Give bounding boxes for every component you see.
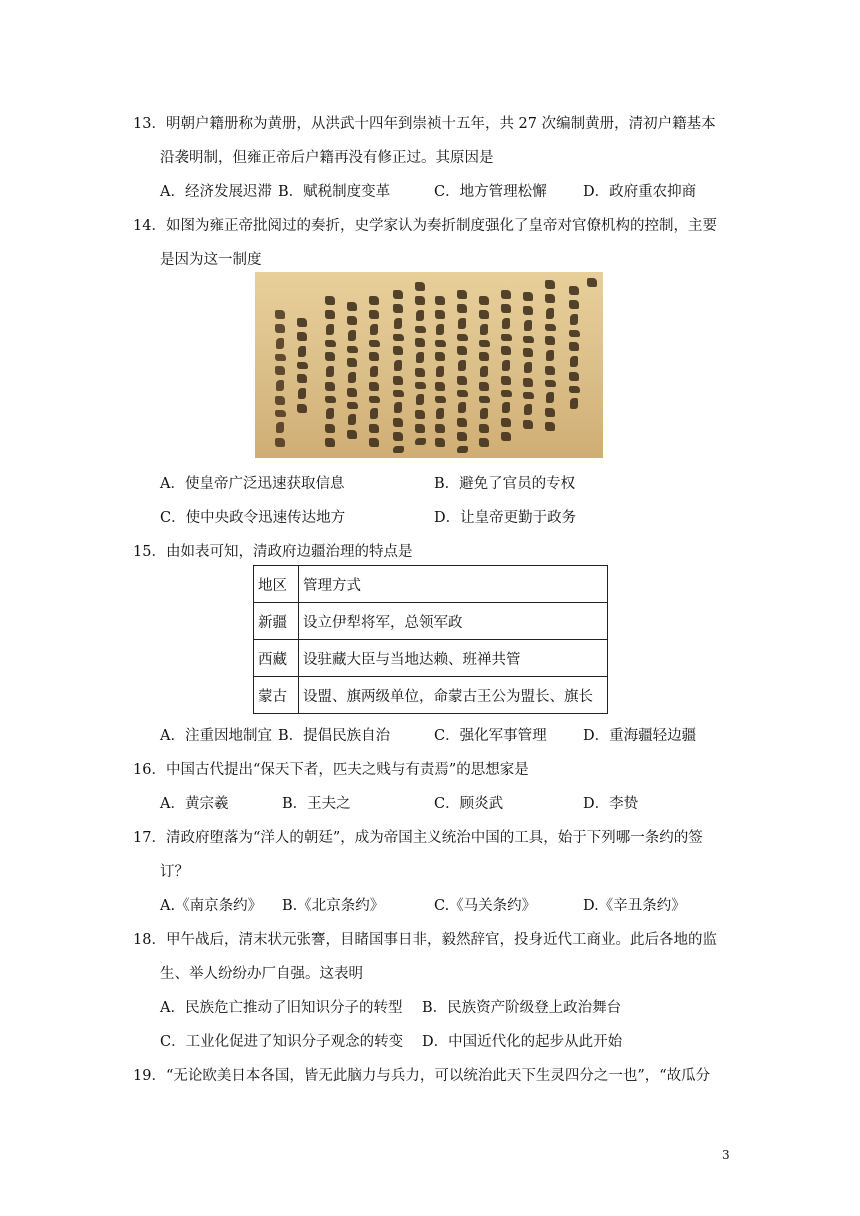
table-header-row xyxy=(254,566,608,603)
table-cell-method: 设驻藏大臣与当地达赖、班禅共管 xyxy=(299,640,608,677)
q19-stem-line1: 19．“无论欧美日本各国，皆无此脑力与兵力，可以统治此天下生灵四分之一也”，“故瓜分 xyxy=(133,1068,711,1084)
q15-option-b: B．提倡民族自治 xyxy=(278,728,391,744)
ink-column xyxy=(295,318,309,418)
q15-option-c: C．强化军事管理 xyxy=(434,728,547,744)
table-row xyxy=(254,677,608,714)
q17-stem-line2: 订？ xyxy=(160,864,189,880)
q14-option-a: A．使皇帝广泛迅速获取信息 xyxy=(160,476,345,492)
q14-option-b: B．避免了官员的专权 xyxy=(434,476,576,492)
table-cell-region: 西藏 xyxy=(254,640,299,677)
q14-stem-line2: 是因为这一制度 xyxy=(160,252,262,268)
frontier-governance-table xyxy=(253,565,608,714)
ink-column xyxy=(367,296,381,452)
q17-option-a: A.《南京条约》 xyxy=(160,898,263,914)
ink-column xyxy=(273,310,287,452)
ink-column xyxy=(391,290,405,458)
table-cell-region: 新疆 xyxy=(254,603,299,640)
table-cell-region: 蒙古 xyxy=(254,677,299,714)
q18-stem-line2: 生、举人纷纷办厂自强。这表明 xyxy=(160,966,363,982)
ink-column xyxy=(345,302,359,444)
q17-option-c: C.《马关条约》 xyxy=(434,898,537,914)
ink-column xyxy=(499,290,513,446)
page-number: 3 xyxy=(722,1148,730,1162)
ink-column xyxy=(567,286,581,414)
q15-option-d: D．重海疆轻边疆 xyxy=(583,728,697,744)
q16-option-c: C．顾炎武 xyxy=(434,796,504,812)
ink-column xyxy=(543,280,557,436)
table-row xyxy=(254,640,608,677)
q13-option-c: C．地方管理松懈 xyxy=(434,184,547,200)
q17-option-b: B.《北京条约》 xyxy=(282,898,385,914)
q18-option-a: A．民族危亡推动了旧知识分子的转型 xyxy=(160,1000,403,1016)
q13-stem-line1: 13．明朝户籍册称为黄册，从洪武十四年到崇祯十五年，共 27 次编制黄册，清初户籍基本 xyxy=(133,116,716,132)
q17-option-d: D.《辛丑条约》 xyxy=(583,898,686,914)
q13-option-d: D．政府重农抑商 xyxy=(583,184,697,200)
q17-stem-line1: 17．清政府堕落为“洋人的朝廷”，成为帝国主义统治中国的工具，始于下列哪一条约的签 xyxy=(133,830,703,846)
q15-option-a: A．注重因地制宜 xyxy=(160,728,272,744)
table-header-cell: 地区 xyxy=(254,566,299,603)
q14-option-c: C．使中央政令迅速传达地方 xyxy=(160,510,346,526)
q16-stem-line1: 16．中国古代提出“保天下者，匹夫之贱与有责焉”的思想家是 xyxy=(133,762,529,778)
q16-option-a: A．黄宗羲 xyxy=(160,796,229,812)
q13-stem-line2: 沿袭明制，但雍正帝后户籍再没有修正过。其原因是 xyxy=(160,150,494,166)
q13-option-b: B．赋税制度变革 xyxy=(278,184,391,200)
table-header-cell: 管理方式 xyxy=(299,566,608,603)
table-cell-method: 设盟、旗两级单位，命蒙古王公为盟长、旗长 xyxy=(299,677,608,714)
q16-option-b: B．王夫之 xyxy=(282,796,351,812)
ink-column xyxy=(455,290,469,458)
q13-option-a: A．经济发展迟滞 xyxy=(160,184,272,200)
ink-column xyxy=(433,296,447,452)
q18-option-b: B．民族资产阶级登上政治舞台 xyxy=(422,1000,622,1016)
ink-column xyxy=(585,278,599,292)
q14-option-d: D．让皇帝更勤于政务 xyxy=(434,510,577,526)
ink-column xyxy=(413,282,427,450)
table-row xyxy=(254,603,608,640)
memorial-manuscript-image xyxy=(255,272,603,458)
ink-column xyxy=(521,292,535,434)
q18-stem-line1: 18．甲午战后，清末状元张謇，目睹国事日非，毅然辞官，投身近代工商业。此后各地的监 xyxy=(133,932,717,948)
q15-stem-line1: 15．由如表可知，清政府边疆治理的特点是 xyxy=(133,544,413,560)
table-cell-method: 设立伊犁将军，总领军政 xyxy=(299,603,608,640)
ink-column xyxy=(323,296,337,452)
q14-stem-line1: 14．如图为雍正帝批阅过的奏折，史学家认为奏折制度强化了皇帝对官僚机构的控制，主要 xyxy=(133,218,717,234)
q16-option-d: D．李贽 xyxy=(583,796,639,812)
q18-option-c: C．工业化促进了知识分子观念的转变 xyxy=(160,1034,404,1050)
q18-option-d: D．中国近代化的起步从此开始 xyxy=(422,1034,623,1050)
ink-column xyxy=(477,296,491,452)
